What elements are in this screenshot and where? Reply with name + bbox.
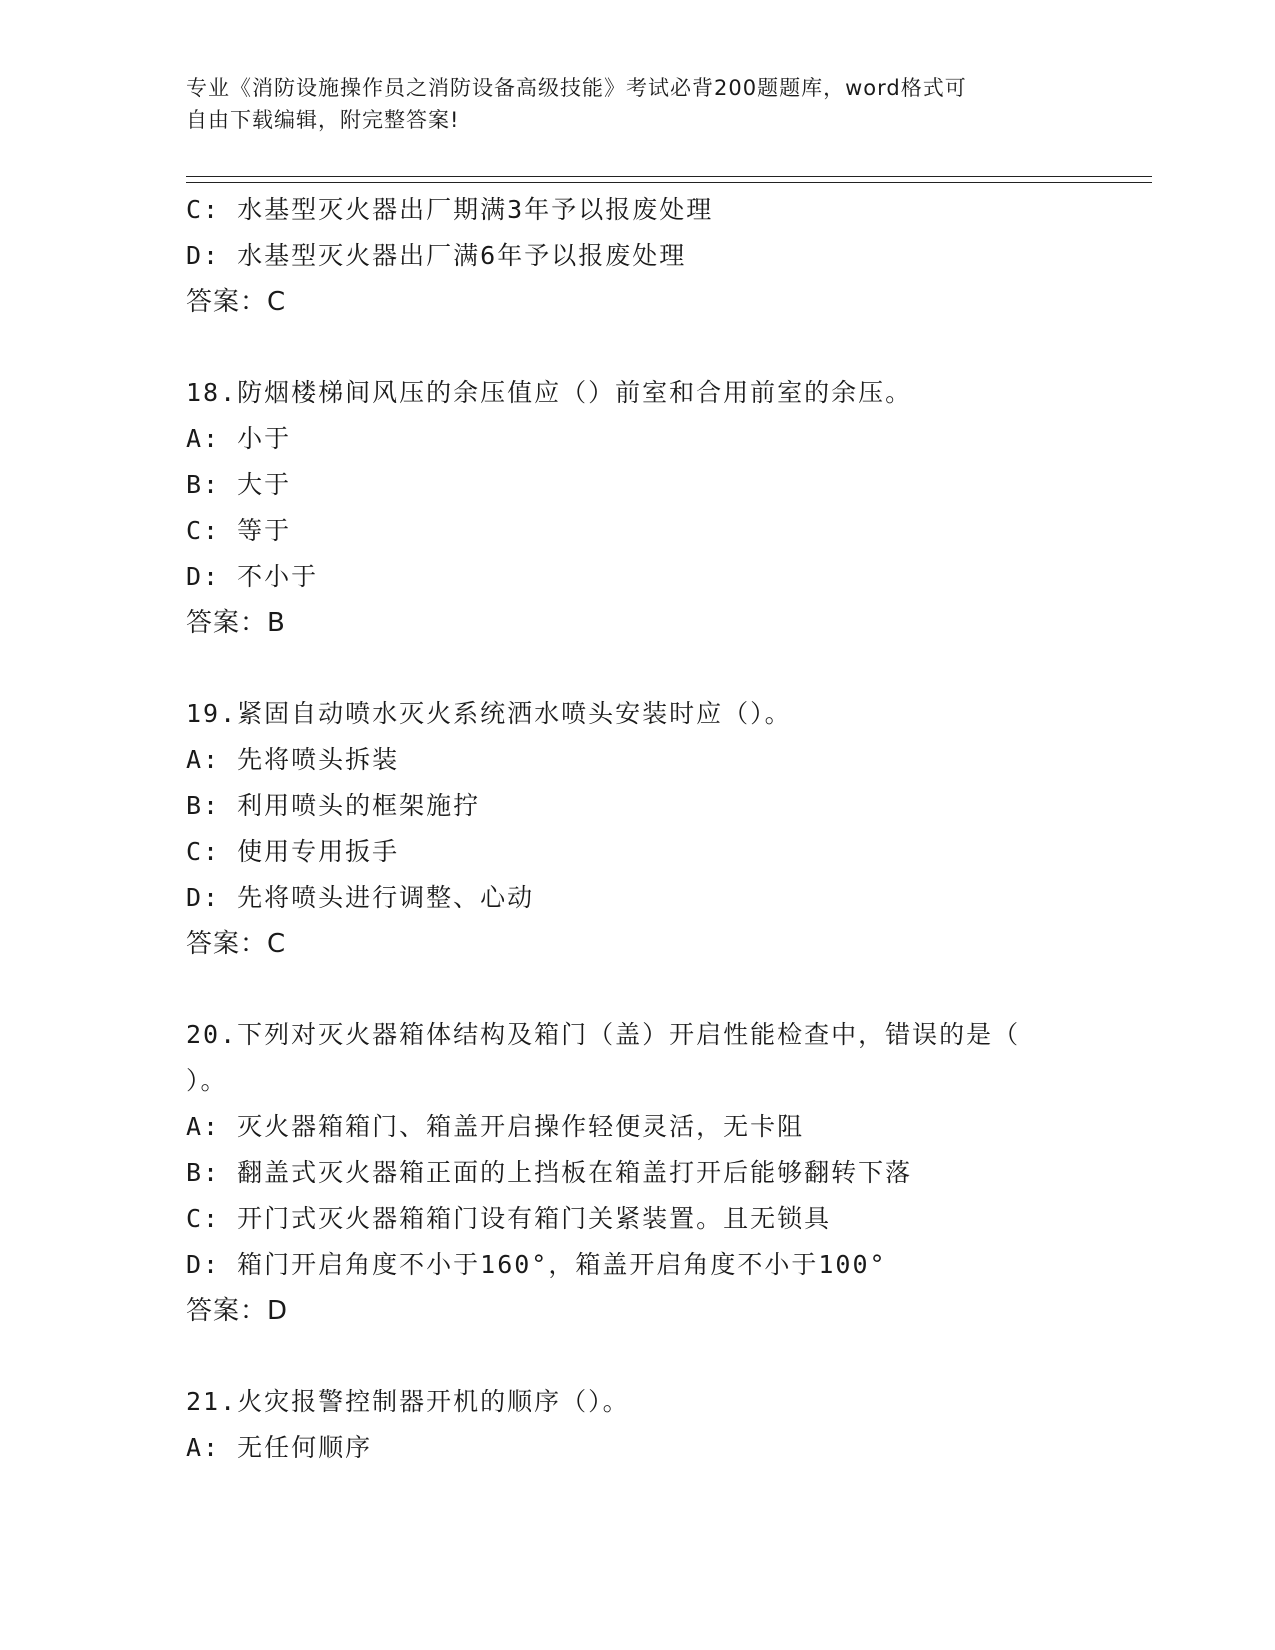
question-stem: 21.火灾报警控制器开机的顺序（）。 bbox=[186, 1387, 630, 1416]
option-b: B: 大于 bbox=[186, 470, 292, 499]
question-list bbox=[186, 187, 1152, 1471]
option-b: B: 翻盖式灭火器箱正面的上挡板在箱盖打开后能够翻转下落 bbox=[186, 1158, 913, 1187]
option-c: C: 等于 bbox=[186, 516, 292, 545]
header-line-1: 专业《消防设施操作员之消防设备高级技能》考试必背200题题库，word格式可 bbox=[186, 76, 967, 100]
option-a: A: 先将喷头拆装 bbox=[186, 745, 400, 774]
question-stem: 18.防烟楼梯间风压的余压值应（）前室和合用前室的余压。 bbox=[186, 378, 913, 407]
header-divider bbox=[186, 176, 1152, 183]
page-header bbox=[186, 72, 1086, 136]
question-stem-line-2: ）。 bbox=[186, 1066, 228, 1095]
option-a: A: 灭火器箱箱门、箱盖开启操作轻便灵活，无卡阻 bbox=[186, 1112, 805, 1141]
question-21 bbox=[186, 1379, 1152, 1471]
question-stem: 19.紧固自动喷水灭火系统洒水喷头安装时应（）。 bbox=[186, 699, 792, 728]
question-17-continued bbox=[186, 187, 1152, 325]
question-stem-line-1: 20.下列对灭火器箱体结构及箱门（盖）开启性能检查中，错误的是（ bbox=[186, 1020, 1021, 1049]
option-d: D: 水基型灭火器出厂满6年予以报废处理 bbox=[186, 241, 687, 270]
question-19 bbox=[186, 691, 1152, 967]
option-d: D: 箱门开启角度不小于160°，箱盖开启角度不小于100° bbox=[186, 1250, 887, 1279]
option-b: B: 利用喷头的框架施拧 bbox=[186, 791, 481, 820]
answer: 答案：C bbox=[186, 929, 287, 959]
header-line-2: 自由下载编辑，附完整答案! bbox=[186, 108, 460, 132]
option-d: D: 不小于 bbox=[186, 562, 319, 591]
question-20 bbox=[186, 1012, 1152, 1334]
answer: 答案：B bbox=[186, 608, 286, 638]
answer: 答案：C bbox=[186, 287, 287, 317]
option-c: C: 水基型灭火器出厂期满3年予以报废处理 bbox=[186, 195, 714, 224]
option-d: D: 先将喷头进行调整、心动 bbox=[186, 883, 535, 912]
option-a: A: 无任何顺序 bbox=[186, 1433, 373, 1462]
answer: 答案：D bbox=[186, 1296, 289, 1326]
option-c: C: 使用专用扳手 bbox=[186, 837, 400, 866]
option-c: C: 开门式灭火器箱箱门设有箱门关紧装置。且无锁具 bbox=[186, 1204, 832, 1233]
option-a: A: 小于 bbox=[186, 424, 292, 453]
question-18 bbox=[186, 370, 1152, 646]
